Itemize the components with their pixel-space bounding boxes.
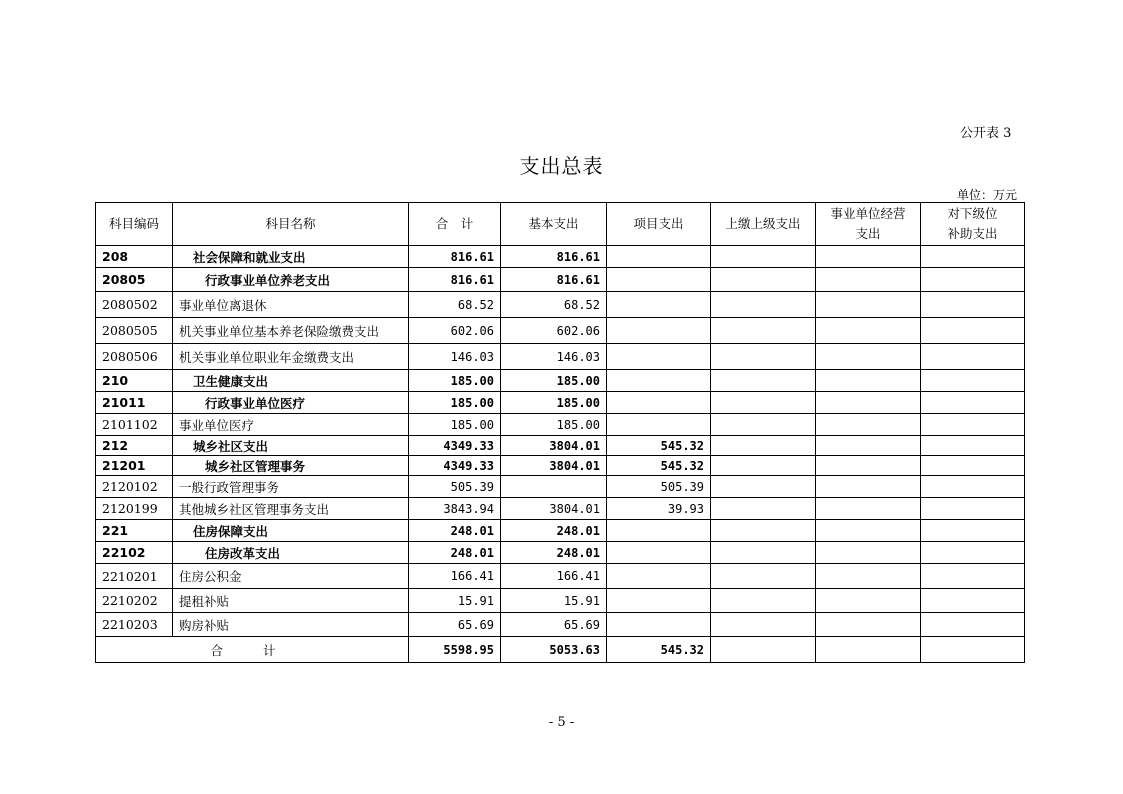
- header-basic: 基本支出: [501, 203, 607, 246]
- cell-total: 505.39: [409, 476, 501, 498]
- cell-business: [816, 392, 921, 414]
- cell-upper: [711, 498, 816, 520]
- cell-code: 20805: [96, 268, 173, 292]
- cell-upper: [711, 344, 816, 370]
- header-subsidy: [921, 203, 1025, 246]
- cell-name: 机关事业单位基本养老保险缴费支出: [173, 318, 409, 344]
- total-total: 5598.95: [409, 637, 501, 663]
- cell-project: [607, 292, 711, 318]
- cell-upper: [711, 542, 816, 564]
- cell-subsidy: [921, 498, 1025, 520]
- table-row: [96, 370, 1025, 392]
- cell-name: 行政事业单位养老支出: [173, 268, 409, 292]
- cell-name: 事业单位医疗: [173, 414, 409, 436]
- cell-subsidy: [921, 456, 1025, 476]
- cell-total: 4349.33: [409, 436, 501, 456]
- cell-basic: 3804.01: [501, 498, 607, 520]
- cell-basic: 816.61: [501, 246, 607, 268]
- table-row: [96, 344, 1025, 370]
- table-row: [96, 498, 1025, 520]
- cell-project: [607, 392, 711, 414]
- cell-subsidy: [921, 436, 1025, 456]
- cell-code: 2210203: [96, 613, 173, 637]
- total-subsidy: [921, 637, 1025, 663]
- cell-project: [607, 246, 711, 268]
- form-number: 公开表 3: [960, 126, 1012, 141]
- header-code: 科目编码: [96, 203, 173, 246]
- cell-total: 185.00: [409, 392, 501, 414]
- cell-upper: [711, 318, 816, 344]
- cell-basic: 185.00: [501, 392, 607, 414]
- header-subsidy-line2: 补助支出: [947, 226, 998, 241]
- cell-code: 2210202: [96, 589, 173, 613]
- table-row: [96, 318, 1025, 344]
- cell-project: 545.32: [607, 436, 711, 456]
- cell-name: 提租补贴: [173, 589, 409, 613]
- cell-project: 545.32: [607, 456, 711, 476]
- cell-business: [816, 344, 921, 370]
- cell-total: 185.00: [409, 370, 501, 392]
- cell-subsidy: [921, 246, 1025, 268]
- cell-name: 其他城乡社区管理事务支出: [173, 498, 409, 520]
- cell-business: [816, 246, 921, 268]
- header-business-line2: 支出: [855, 226, 881, 241]
- cell-name: 行政事业单位医疗: [173, 392, 409, 414]
- cell-code: 2080502: [96, 292, 173, 318]
- page-number: - 5 -: [548, 715, 575, 730]
- cell-subsidy: [921, 344, 1025, 370]
- cell-subsidy: [921, 476, 1025, 498]
- cell-code: 2080505: [96, 318, 173, 344]
- cell-basic: 3804.01: [501, 436, 607, 456]
- table-row: [96, 436, 1025, 456]
- cell-total: 3843.94: [409, 498, 501, 520]
- total-label: 合 计: [96, 637, 409, 663]
- header-business-line1: 事业单位经营: [830, 206, 906, 221]
- cell-subsidy: [921, 392, 1025, 414]
- cell-upper: [711, 564, 816, 589]
- cell-upper: [711, 268, 816, 292]
- table-row: [96, 520, 1025, 542]
- cell-name: 一般行政管理事务: [173, 476, 409, 498]
- cell-project: 505.39: [607, 476, 711, 498]
- cell-name: 卫生健康支出: [173, 370, 409, 392]
- cell-total: 15.91: [409, 589, 501, 613]
- cell-code: 210: [96, 370, 173, 392]
- cell-business: [816, 613, 921, 637]
- cell-business: [816, 414, 921, 436]
- total-row: [96, 637, 1025, 663]
- cell-upper: [711, 589, 816, 613]
- cell-business: [816, 436, 921, 456]
- cell-basic: 3804.01: [501, 456, 607, 476]
- total-basic: 5053.63: [501, 637, 607, 663]
- table-row: [96, 292, 1025, 318]
- cell-basic: 65.69: [501, 613, 607, 637]
- cell-subsidy: [921, 268, 1025, 292]
- header-business: [816, 203, 921, 246]
- cell-business: [816, 564, 921, 589]
- table-row: [96, 613, 1025, 637]
- total-project: 545.32: [607, 637, 711, 663]
- cell-upper: [711, 520, 816, 542]
- header-project: 项目支出: [607, 203, 711, 246]
- cell-upper: [711, 414, 816, 436]
- cell-basic: 166.41: [501, 564, 607, 589]
- table-row: [96, 414, 1025, 436]
- total-business: [816, 637, 921, 663]
- cell-name: 机关事业单位职业年金缴费支出: [173, 344, 409, 370]
- cell-name: 住房改革支出: [173, 542, 409, 564]
- cell-project: [607, 589, 711, 613]
- cell-code: 212: [96, 436, 173, 456]
- cell-business: [816, 589, 921, 613]
- cell-basic: 15.91: [501, 589, 607, 613]
- header-total: 合 计: [409, 203, 501, 246]
- cell-code: 208: [96, 246, 173, 268]
- cell-name: 事业单位离退休: [173, 292, 409, 318]
- cell-total: 248.01: [409, 520, 501, 542]
- table-row: [96, 392, 1025, 414]
- page-title: 支出总表: [519, 154, 604, 178]
- cell-basic: 146.03: [501, 344, 607, 370]
- cell-business: [816, 456, 921, 476]
- table-row: [96, 246, 1025, 268]
- cell-business: [816, 542, 921, 564]
- cell-project: [607, 344, 711, 370]
- cell-code: 21011: [96, 392, 173, 414]
- cell-business: [816, 268, 921, 292]
- cell-code: 2101102: [96, 414, 173, 436]
- cell-project: 39.93: [607, 498, 711, 520]
- cell-project: [607, 318, 711, 344]
- cell-project: [607, 613, 711, 637]
- cell-code: 22102: [96, 542, 173, 564]
- table-row: [96, 564, 1025, 589]
- cell-subsidy: [921, 414, 1025, 436]
- cell-code: 2120199: [96, 498, 173, 520]
- table-row: [96, 268, 1025, 292]
- cell-total: 166.41: [409, 564, 501, 589]
- cell-business: [816, 520, 921, 542]
- cell-code: 2080506: [96, 344, 173, 370]
- unit-label: 单位：万元: [957, 188, 1018, 202]
- cell-upper: [711, 292, 816, 318]
- cell-project: [607, 520, 711, 542]
- table-row: [96, 589, 1025, 613]
- cell-total: 146.03: [409, 344, 501, 370]
- cell-code: 2210201: [96, 564, 173, 589]
- cell-total: 185.00: [409, 414, 501, 436]
- header-upper: 上缴上级支出: [711, 203, 816, 246]
- cell-basic: [501, 476, 607, 498]
- cell-total: 248.01: [409, 542, 501, 564]
- cell-name: 城乡社区支出: [173, 436, 409, 456]
- cell-upper: [711, 246, 816, 268]
- cell-name: 住房公积金: [173, 564, 409, 589]
- cell-basic: 248.01: [501, 542, 607, 564]
- cell-subsidy: [921, 292, 1025, 318]
- cell-subsidy: [921, 370, 1025, 392]
- header-subsidy-line1: 对下级位: [947, 206, 998, 221]
- cell-subsidy: [921, 542, 1025, 564]
- cell-basic: 185.00: [501, 370, 607, 392]
- cell-subsidy: [921, 589, 1025, 613]
- cell-total: 602.06: [409, 318, 501, 344]
- expenditure-table: [95, 202, 1025, 663]
- cell-basic: 185.00: [501, 414, 607, 436]
- cell-total: 816.61: [409, 246, 501, 268]
- table-row: [96, 456, 1025, 476]
- cell-total: 65.69: [409, 613, 501, 637]
- cell-upper: [711, 476, 816, 498]
- cell-upper: [711, 370, 816, 392]
- table-row: [96, 476, 1025, 498]
- table-row: [96, 542, 1025, 564]
- cell-total: 816.61: [409, 268, 501, 292]
- cell-upper: [711, 613, 816, 637]
- cell-project: [607, 564, 711, 589]
- cell-upper: [711, 436, 816, 456]
- cell-subsidy: [921, 520, 1025, 542]
- total-upper: [711, 637, 816, 663]
- cell-business: [816, 370, 921, 392]
- cell-code: 2120102: [96, 476, 173, 498]
- cell-project: [607, 542, 711, 564]
- header-row: [96, 203, 1025, 246]
- cell-name: 住房保障支出: [173, 520, 409, 542]
- cell-basic: 816.61: [501, 268, 607, 292]
- cell-name: 社会保障和就业支出: [173, 246, 409, 268]
- cell-total: 68.52: [409, 292, 501, 318]
- cell-project: [607, 268, 711, 292]
- cell-code: 21201: [96, 456, 173, 476]
- cell-basic: 602.06: [501, 318, 607, 344]
- cell-upper: [711, 392, 816, 414]
- cell-name: 购房补贴: [173, 613, 409, 637]
- cell-project: [607, 414, 711, 436]
- cell-subsidy: [921, 613, 1025, 637]
- cell-subsidy: [921, 564, 1025, 589]
- cell-project: [607, 370, 711, 392]
- cell-total: 4349.33: [409, 456, 501, 476]
- cell-business: [816, 292, 921, 318]
- cell-upper: [711, 456, 816, 476]
- cell-code: 221: [96, 520, 173, 542]
- cell-business: [816, 318, 921, 344]
- cell-business: [816, 498, 921, 520]
- cell-name: 城乡社区管理事务: [173, 456, 409, 476]
- cell-business: [816, 476, 921, 498]
- cell-subsidy: [921, 318, 1025, 344]
- cell-basic: 248.01: [501, 520, 607, 542]
- header-name: 科目名称: [173, 203, 409, 246]
- cell-basic: 68.52: [501, 292, 607, 318]
